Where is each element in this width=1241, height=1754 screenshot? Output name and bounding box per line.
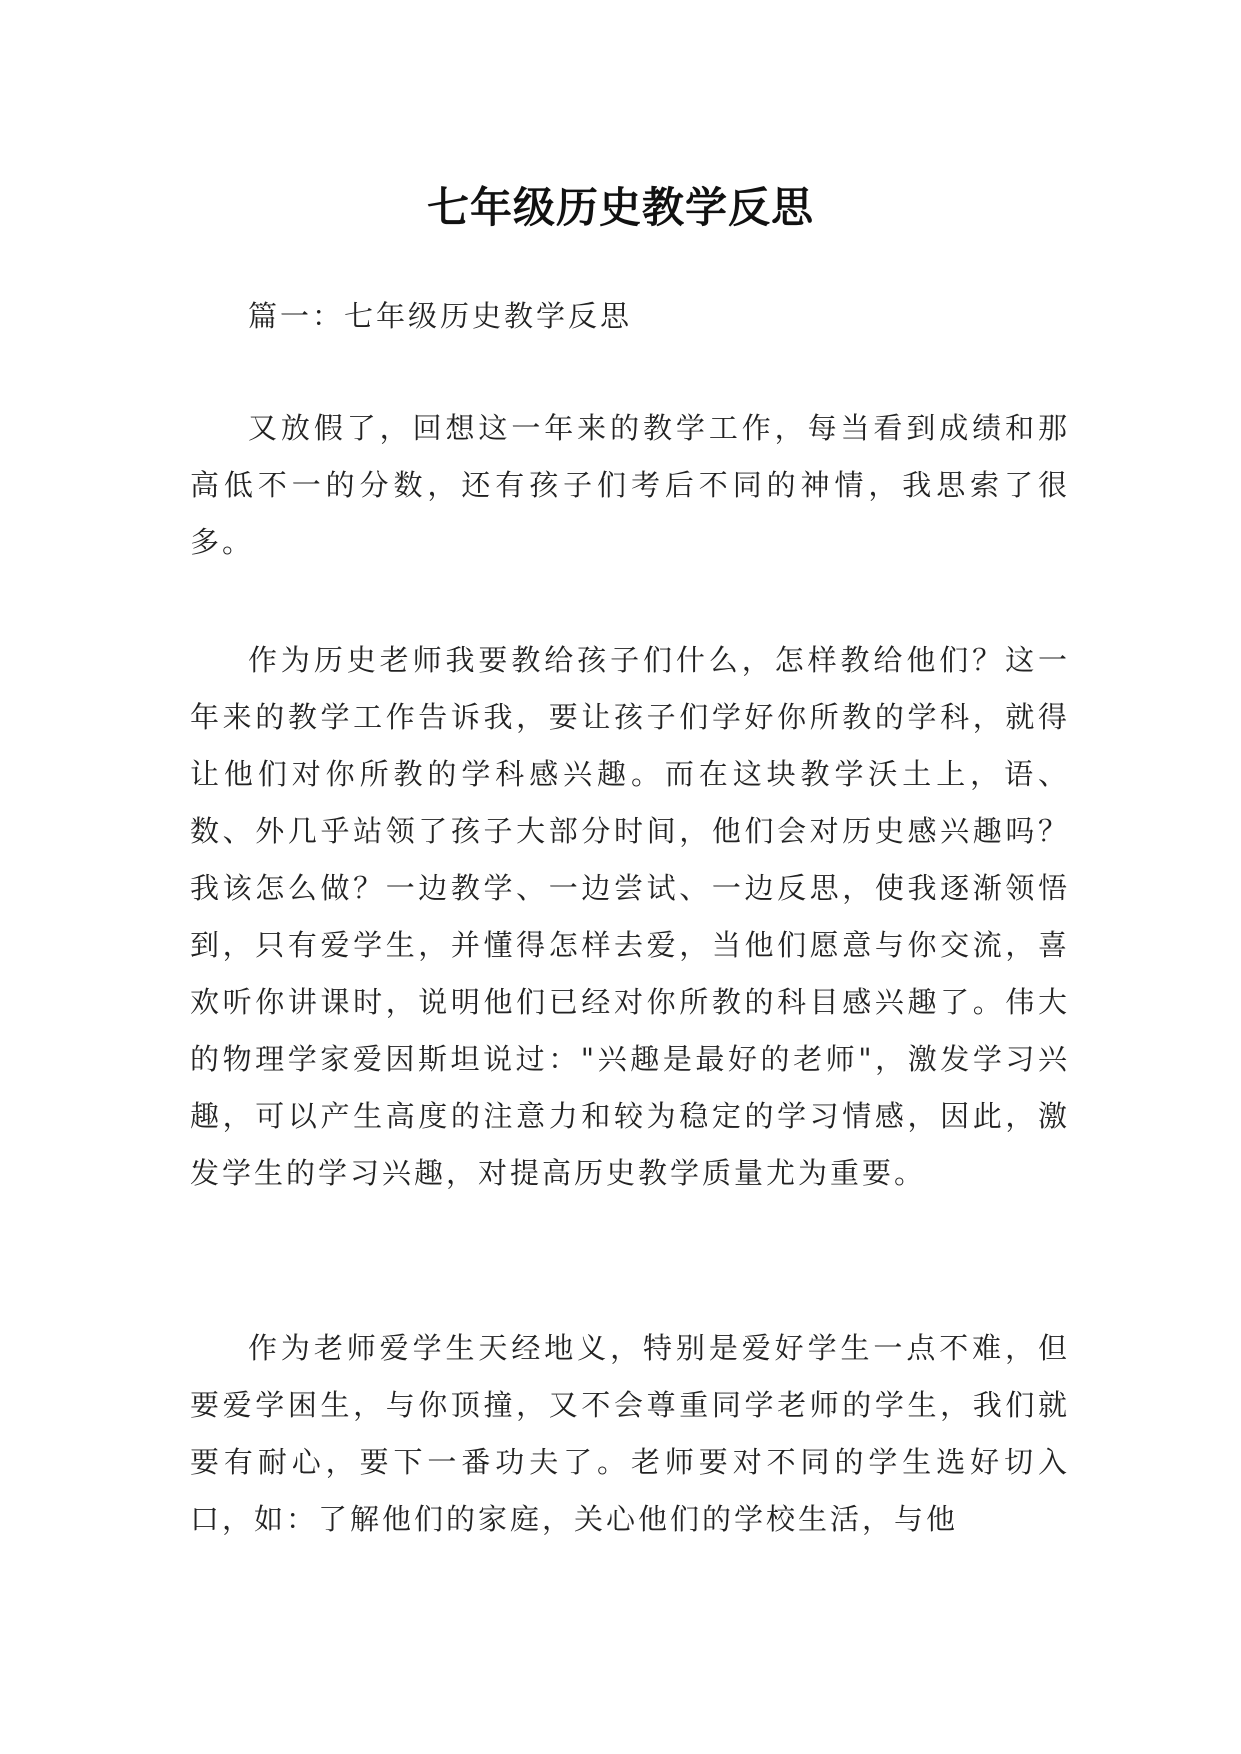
paragraph-2: 作为历史老师我要教给孩子们什么，怎样教给他们？这一年来的教学工作告诉我，要让孩子们学好你所教的学科，就得让他们对你所教的学科感兴趣。而在这块教学沃土上，语、数、外几乎站领了孩子大部分时间，他们会对历史感兴趣吗？我该怎么做？一边教学、一边尝试、一边反思，使我逐渐领悟到，只有爱学生，并懂得怎样去爱，当他们愿意与你交流，喜欢听你讲课时，说明他们已经对你所教的科目感兴趣了。伟大的物理学家爱因斯坦说过："兴趣是最好的老师"，激发学习兴趣，可以产生高度的注意力和较为稳定的学习情感，因此，激发学生的学习兴趣，对提高历史教学质量尤为重要。 [190, 643, 1070, 1190]
paragraph-3: 作为老师爱学生天经地义，特别是爱好学生一点不难，但要爱学困生，与你顶撞，又不会尊重同学老师的学生，我们就要有耐心，要下一番功夫了。老师要对不同的学生选好切入口，如：了解他们的家庭，关心他们的学校生活，与他 [190, 1331, 1070, 1536]
document-title: 七年级历史教学反思 [426, 183, 814, 233]
paragraph-1: 又放假了，回想这一年来的教学工作，每当看到成绩和那高低不一的分数，还有孩子们考后不同的神情，我思索了很多。 [190, 411, 1070, 559]
section-heading: 篇一：七年级历史教学反思 [248, 299, 633, 333]
